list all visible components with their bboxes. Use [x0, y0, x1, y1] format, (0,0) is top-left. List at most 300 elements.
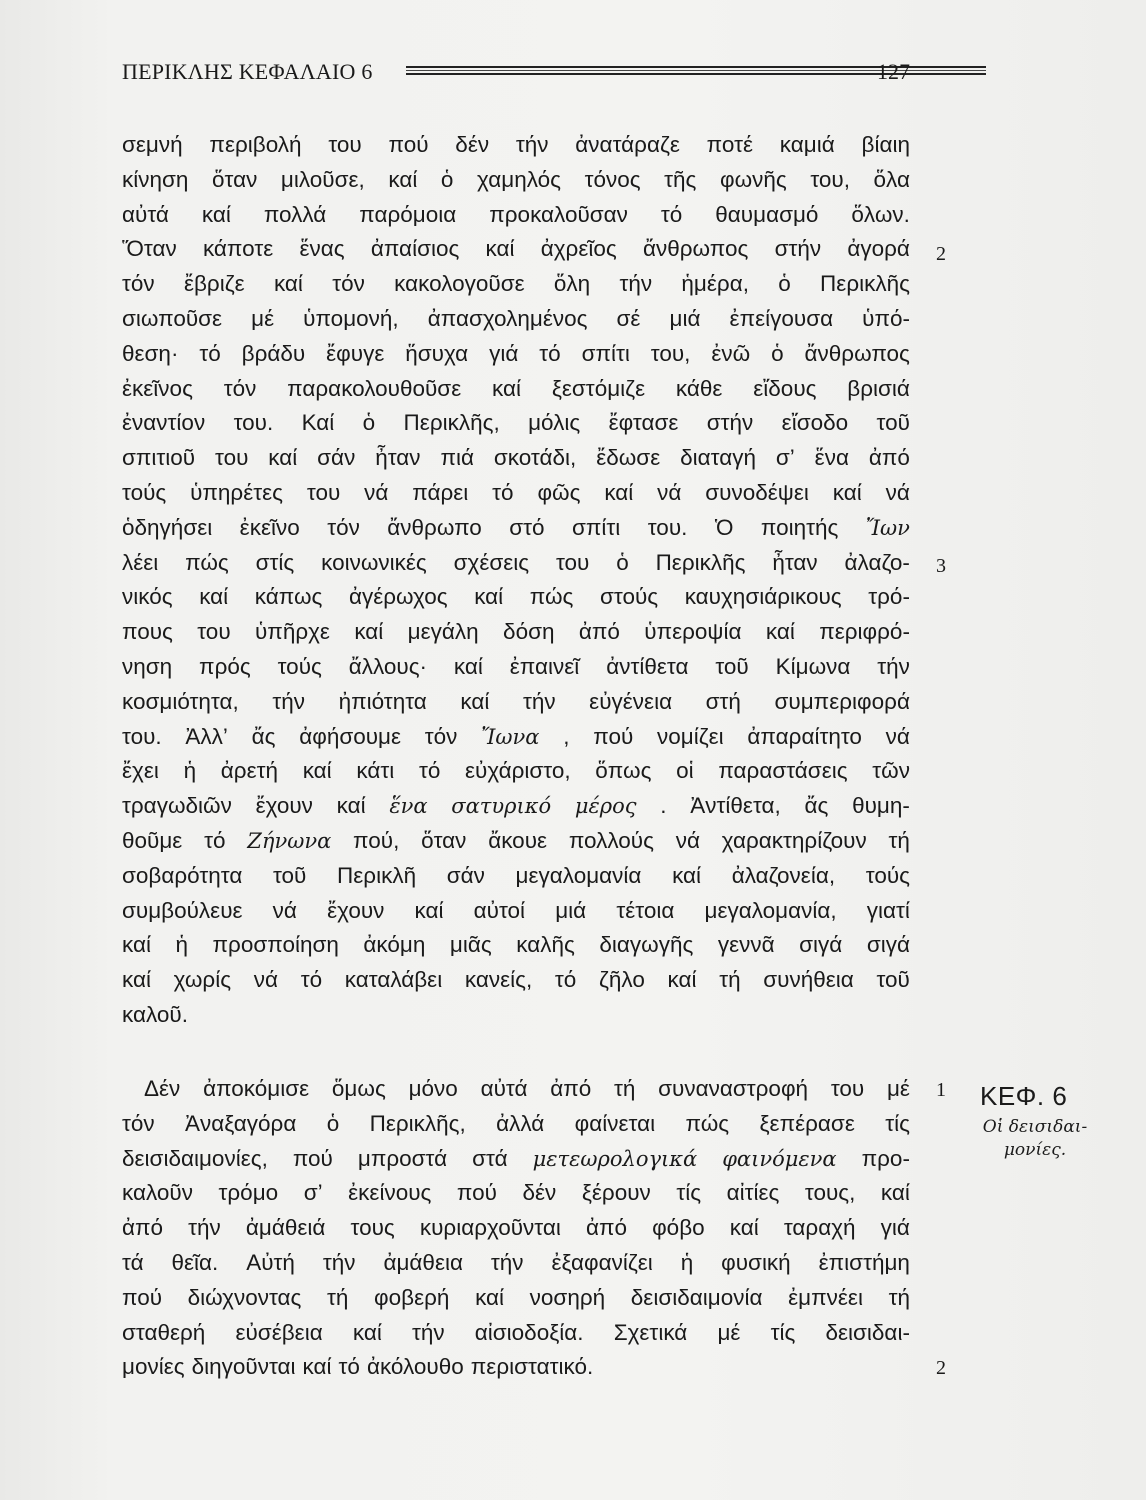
word: μετεωρολογικά	[532, 1146, 698, 1171]
word: .	[660, 793, 667, 819]
word: τή	[719, 967, 741, 993]
word: του	[555, 549, 590, 575]
word: ἠπιότητα	[338, 688, 427, 714]
text-line	[122, 1281, 910, 1316]
word: ὅλων.	[851, 201, 910, 227]
word: μεγαλομανία,	[704, 897, 837, 923]
word: μιλοῦσε,	[280, 166, 365, 192]
word: κίνηση	[122, 166, 189, 192]
text-line	[122, 511, 910, 546]
word: ἐπαινεῖ	[509, 653, 580, 679]
text-line	[122, 1350, 910, 1385]
word: ἔχει	[122, 758, 159, 784]
running-head: ΠΕΡΙΚΛΗΣ ΚΕΦΑΛΑΙΟ 6	[122, 59, 373, 84]
text-line	[122, 650, 910, 685]
word: καί	[832, 479, 862, 505]
word: δεισιδαιμονία	[630, 1284, 763, 1310]
word: τή	[614, 1076, 636, 1101]
word: ὑπεροψία	[644, 619, 742, 645]
word: ὑπομονή,	[303, 305, 399, 331]
word: σάν	[446, 862, 485, 888]
word: Κίμωνα	[775, 653, 851, 679]
word: φόβο	[652, 1215, 705, 1241]
word: τίς	[770, 1319, 796, 1345]
word: διαγωγῆς	[599, 932, 694, 958]
text-line	[122, 789, 910, 824]
word: του.	[122, 723, 162, 749]
word: ποιητής	[760, 514, 839, 540]
word: κακολογοῦσε	[394, 271, 525, 297]
word: ὅλα	[873, 166, 910, 192]
word: τήν	[322, 1249, 356, 1275]
word: πού	[292, 1145, 333, 1171]
word: τῶν	[872, 758, 910, 784]
word: ἐναντίον	[122, 410, 206, 436]
word: συμπεριφορά	[774, 688, 910, 714]
word: πού	[388, 132, 429, 157]
word: πρός	[199, 653, 251, 679]
word: καμιά	[779, 132, 835, 157]
word: Περικλῆς,	[369, 1110, 466, 1136]
word: θεση·	[122, 340, 179, 366]
word: φωνῆς	[719, 166, 787, 192]
word: καί	[765, 619, 795, 645]
text-line	[122, 824, 910, 859]
word: νά	[253, 967, 279, 993]
word: καί	[201, 201, 231, 227]
word: ἕνα	[389, 794, 428, 819]
word: καί	[880, 1180, 910, 1206]
word: Ὁ	[714, 514, 734, 540]
word: κάποτε	[202, 236, 274, 262]
word: ὑπηρέτες	[190, 479, 284, 505]
word: προκαλοῦσαν	[489, 201, 628, 227]
word: ἀνατάραζε	[575, 132, 680, 157]
word: βράδυ	[241, 340, 306, 366]
text-line	[122, 859, 910, 894]
word: στή	[705, 688, 741, 714]
word: καί	[268, 445, 298, 471]
word: καί	[460, 688, 490, 714]
text-line	[122, 580, 910, 615]
word: τήν	[515, 132, 549, 157]
word: ἄνθρωπος	[804, 340, 910, 366]
word: τό	[300, 967, 323, 993]
word: ἡμέρα,	[681, 271, 749, 297]
word: κυριαρχοῦνται	[419, 1215, 561, 1241]
word: κανείς,	[464, 967, 533, 993]
word: συναναστροφή	[658, 1076, 809, 1101]
word: Δέν	[144, 1076, 181, 1101]
word: ὁ	[771, 340, 784, 366]
word: Αὐτή	[246, 1249, 295, 1275]
word: νά	[272, 897, 297, 923]
word: ἀποκόμισε	[203, 1076, 310, 1101]
word: ὁ	[440, 166, 454, 192]
word: τόνος	[584, 166, 641, 192]
word: σκοτάδι,	[493, 445, 577, 471]
word: πού	[456, 1180, 497, 1206]
word: ἐκεῖνος	[122, 375, 193, 401]
word: σπίτι	[581, 340, 630, 366]
word: ἀρετή	[220, 758, 279, 784]
word: μέρος	[574, 794, 637, 819]
word: χαμηλός	[477, 166, 561, 192]
word: ἀπό	[578, 619, 620, 645]
word: Περικλῆς	[820, 271, 910, 297]
page-number: 127	[877, 59, 910, 84]
text-line	[122, 441, 910, 476]
word: τήν	[490, 1249, 524, 1275]
word: ἔδωσε	[596, 445, 661, 471]
word: καλοῦν	[122, 1180, 193, 1206]
word: πολλά	[263, 201, 327, 227]
word: καί	[302, 1354, 332, 1380]
text-line	[122, 1316, 910, 1351]
section-number-3: 3	[936, 555, 946, 577]
word: γεννᾶ	[717, 932, 775, 958]
word: γιά	[489, 340, 519, 366]
word: του	[328, 132, 362, 157]
word: τους,	[804, 1180, 856, 1206]
word: καί	[492, 375, 522, 401]
word: τό	[539, 340, 561, 366]
sidenote-subtitle	[980, 1116, 1090, 1162]
word: καλῆς	[516, 932, 575, 958]
word: καταλάβει	[344, 967, 443, 993]
word: αὐτοί	[473, 897, 526, 923]
word: του,	[810, 166, 850, 192]
word: τήν	[272, 688, 305, 714]
word: αὐτά	[122, 201, 169, 227]
word: ποτέ	[706, 132, 753, 157]
word: ἄνθρωπο	[387, 514, 482, 540]
word: ὁ	[326, 1110, 340, 1136]
word: νά	[885, 723, 910, 749]
text-line	[122, 476, 910, 511]
word: μιᾶς	[449, 932, 492, 958]
paragraph-1	[122, 128, 910, 1033]
word: στίς	[255, 549, 295, 575]
word: πού	[122, 1284, 163, 1310]
word: ἀμάθεια	[383, 1249, 463, 1275]
word: νηση	[122, 653, 173, 679]
text-line	[122, 1246, 910, 1281]
word: σιγά	[866, 932, 910, 958]
word: περιστατικό.	[470, 1354, 594, 1380]
word: ἔφυγε	[326, 340, 385, 366]
word: τό	[204, 827, 226, 853]
word: του	[830, 1076, 865, 1101]
word: του	[197, 619, 231, 645]
word: ἡ	[183, 758, 197, 784]
word: ἡ	[680, 1249, 694, 1275]
word: του	[306, 479, 341, 505]
word: ἀπαραίτητο	[747, 723, 862, 749]
word: στά	[472, 1145, 508, 1171]
word: του.	[647, 514, 688, 540]
word: οἱ	[676, 758, 694, 784]
word: ἕνας	[299, 236, 345, 262]
text-line	[122, 1142, 910, 1177]
word: σεμνή	[122, 132, 183, 157]
word: σιωποῦσε	[122, 305, 223, 331]
word: λέει	[122, 549, 159, 575]
text-line	[122, 685, 910, 720]
word: ἀπό	[550, 1076, 592, 1101]
word: ἐπείγουσα	[729, 305, 834, 331]
word: μέ	[251, 305, 275, 331]
word: τῆς	[664, 166, 697, 192]
word: θοῦμε	[122, 827, 183, 853]
word: ἐπιστήμη	[818, 1249, 910, 1275]
word: ὅταν	[212, 166, 258, 192]
word: εἴσοδο	[781, 410, 849, 436]
word: ἐκεῖνο	[239, 514, 300, 540]
word: εὐσέβεια	[235, 1319, 323, 1345]
word: ἔφτασε	[608, 410, 679, 436]
word: νοσηρή	[529, 1284, 606, 1310]
sidenote-subtitle-line-2: μονίες.	[1003, 1140, 1067, 1160]
word: αὐτά	[480, 1076, 528, 1101]
word: ἀλαζο-	[844, 549, 910, 575]
word: τούς	[122, 479, 167, 505]
word: διαταγή	[680, 445, 756, 471]
word: ξέρουν	[581, 1180, 651, 1206]
text-line	[122, 720, 910, 755]
word: τήν	[619, 271, 653, 297]
word: ὁ	[616, 549, 629, 575]
word: θυμη-	[852, 793, 910, 819]
sidenote-title: ΚΕΦ. 6	[980, 1081, 1068, 1111]
word: τραγωδιῶν	[122, 793, 232, 819]
word: εὐγένεια	[589, 688, 673, 714]
word: ἐνῶ	[711, 340, 751, 366]
word: Ἀναξαγόρα	[185, 1110, 297, 1136]
word: τέτοια	[616, 897, 675, 923]
word: φοβερή	[374, 1284, 450, 1310]
word: ἀκόλουθο	[366, 1354, 464, 1380]
word: πού	[593, 723, 634, 749]
word: ὁ	[362, 410, 376, 436]
word: ἀντίθετα	[606, 653, 689, 679]
word: τόν	[122, 1110, 155, 1136]
word: καί	[475, 1284, 505, 1310]
word: ἀπό	[868, 445, 910, 471]
word: καί	[199, 584, 229, 610]
text-line	[122, 128, 910, 163]
word: νά	[675, 827, 700, 853]
word: ἀλαζονεία,	[731, 862, 836, 888]
text-line	[122, 1072, 910, 1107]
section-number-1: 1	[936, 1079, 946, 1101]
word: τοῦ	[272, 862, 307, 888]
word: τόν	[424, 723, 458, 749]
text-line	[122, 372, 910, 407]
word: τόν	[122, 271, 155, 297]
word: του.	[233, 410, 274, 436]
word: τίς	[676, 1180, 702, 1206]
word: ἄλλους·	[348, 653, 428, 679]
word: καί	[336, 793, 366, 819]
word: κοσμιότητα,	[122, 688, 239, 714]
word: ἐξαφανίζει	[551, 1249, 653, 1275]
section-number-2: 2	[936, 243, 946, 265]
word: ὅλη	[553, 271, 591, 297]
word: ὑπῆρχε	[254, 619, 330, 645]
word: ἥσυχα	[405, 340, 469, 366]
word: καί	[273, 271, 303, 297]
text-line	[122, 963, 910, 998]
word: τίς	[885, 1110, 910, 1136]
word: καί	[354, 619, 384, 645]
word: δεισιδαιμονίες,	[122, 1145, 268, 1171]
word: ὁ	[778, 271, 791, 297]
word: κοινωνικές	[321, 549, 427, 575]
word: ἀκόμη	[363, 932, 426, 958]
word: καί	[453, 653, 483, 679]
word: στήν	[774, 236, 822, 262]
word: Ἀντίθετα,	[690, 793, 781, 819]
word: Ἴωνα	[481, 724, 540, 749]
word: ἐκείνους	[348, 1180, 432, 1206]
word: φαίνεται	[574, 1110, 656, 1136]
word: βρισιά	[847, 375, 910, 401]
word: διηγοῦνται	[191, 1354, 296, 1380]
word: χαρακτηρίζουν	[721, 827, 867, 853]
word: ἄκουε	[488, 827, 548, 853]
word: ἀπαίσιος	[370, 236, 460, 262]
word: παρακολουθοῦσε	[287, 375, 462, 401]
sidenote-subtitle-line-1: Οἱ δεισιδαι-	[982, 1117, 1088, 1137]
word: περιβολή	[209, 132, 302, 157]
word: μπροστά	[357, 1145, 448, 1171]
word: στό	[509, 514, 545, 540]
word: τή	[888, 1284, 910, 1310]
word: εὐχάριστο,	[465, 758, 571, 784]
word: καί	[667, 967, 697, 993]
word: ἦταν	[772, 549, 818, 575]
word: σπίτι	[572, 514, 621, 540]
text-line	[122, 232, 910, 267]
word: γιατί	[866, 897, 910, 923]
word: κάθε	[675, 375, 723, 401]
text-line	[122, 894, 910, 929]
word: ἔχουν	[327, 897, 385, 923]
word: καί	[122, 967, 151, 993]
word: καί	[414, 897, 444, 923]
word: πιά	[440, 445, 474, 471]
text-line	[122, 928, 910, 963]
text-line	[122, 406, 910, 441]
word: ζῆλο	[599, 967, 645, 993]
word: καί	[388, 166, 418, 192]
word: συνοδέψει	[705, 479, 809, 505]
word: τό	[492, 479, 514, 505]
word: ἀγορά	[847, 236, 910, 262]
word: πώς	[185, 549, 229, 575]
word: σχέσεις	[453, 549, 530, 575]
word: του,	[650, 340, 691, 366]
word: ἀχρεῖος	[540, 236, 617, 262]
word: στούς	[599, 584, 659, 610]
word: προ-	[861, 1145, 910, 1171]
word: σπιτιοῦ	[122, 445, 196, 471]
word: χωρίς	[173, 967, 232, 993]
word: πους	[122, 619, 173, 645]
word: τους	[350, 1215, 395, 1241]
text-line	[122, 998, 910, 1033]
word: ἔβριζε	[183, 271, 245, 297]
word: νά	[657, 479, 682, 505]
word: σέ	[616, 305, 641, 331]
text-line	[122, 1107, 910, 1142]
text-line	[122, 337, 910, 372]
word: Περικλῆ	[337, 862, 417, 888]
word: σατυρικό	[451, 794, 552, 819]
word: καί	[352, 1319, 382, 1345]
word: τήν	[877, 653, 910, 679]
word: περιφρό-	[819, 619, 910, 645]
text-line	[122, 163, 910, 198]
word: ἔχουν	[255, 793, 313, 819]
word: καί	[485, 236, 515, 262]
word: Ὅταν	[122, 236, 177, 262]
word: μόνο	[408, 1076, 458, 1101]
word: δόση	[503, 619, 555, 645]
word: τοῦ	[876, 967, 910, 993]
word: ξεστόμιζε	[551, 375, 646, 401]
word: ἀλλά	[496, 1110, 545, 1136]
paragraph-2	[122, 1072, 910, 1385]
word: ὅμως	[331, 1076, 386, 1101]
word: ἀφήσουμε	[299, 723, 402, 749]
word: μόλις	[528, 410, 581, 436]
section-number-2b: 2	[936, 1357, 946, 1379]
word: ὑπό-	[862, 305, 910, 331]
word: νά	[364, 479, 389, 505]
word: τόν	[332, 271, 365, 297]
text-line	[122, 198, 910, 233]
word: θεῖα.	[171, 1249, 219, 1275]
word: τό	[418, 758, 441, 784]
word: στήν	[706, 410, 754, 436]
word: νά	[885, 479, 910, 505]
word: κάπως	[254, 584, 323, 610]
word: βίαιη	[861, 132, 910, 157]
word: Σχετικά	[613, 1319, 688, 1345]
word: ἦταν	[375, 445, 421, 471]
word: Ἴων	[865, 515, 910, 540]
word: φυσική	[721, 1249, 791, 1275]
word: τόν	[223, 375, 257, 401]
word: Περικλῆς	[655, 549, 746, 575]
word: τό	[338, 1354, 360, 1380]
word: μέ	[717, 1319, 741, 1345]
word: ἀπό	[585, 1215, 627, 1241]
word: συνήθεια	[763, 967, 854, 993]
word: τούς	[865, 862, 910, 888]
word: τούς	[277, 653, 322, 679]
word: καί	[604, 479, 634, 505]
text-line	[122, 1176, 910, 1211]
word: μιά	[555, 897, 587, 923]
text-line	[122, 302, 910, 337]
word: καί	[474, 584, 504, 610]
word: μιά	[669, 305, 701, 331]
word: εἴδους	[753, 375, 817, 401]
word: συμβούλευε	[122, 897, 243, 923]
